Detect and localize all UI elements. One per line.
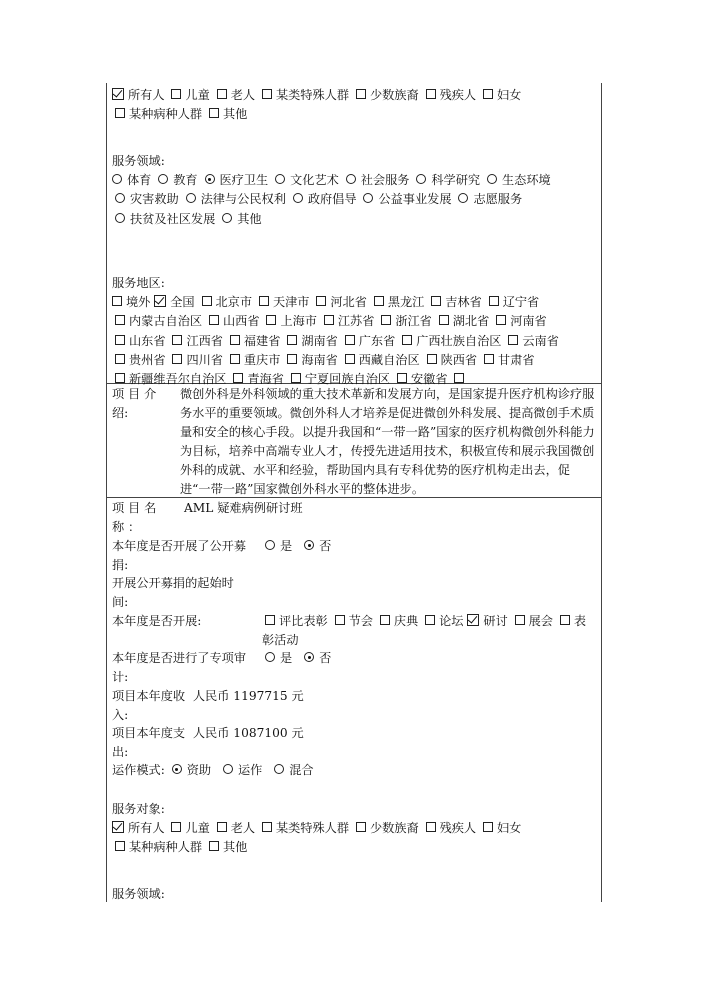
annual-income-label: 项目本年度收 人民币 1197715 元 入: — [112, 689, 304, 722]
radio-icon[interactable] — [346, 174, 356, 184]
checkbox-icon[interactable] — [508, 335, 518, 345]
radio-icon[interactable] — [158, 174, 168, 184]
checkbox-icon[interactable] — [291, 373, 301, 383]
checked-checkbox-icon[interactable] — [112, 88, 124, 100]
radio-icon[interactable] — [115, 213, 125, 223]
checkbox-icon[interactable] — [230, 354, 240, 364]
public-fundraising-options: 是 否 — [262, 537, 331, 556]
radio-icon[interactable] — [112, 174, 122, 184]
service-target-label: 服务对象: — [112, 802, 165, 816]
checkbox-icon[interactable] — [426, 822, 436, 832]
checked-checkbox-icon[interactable] — [112, 821, 124, 833]
radio-icon[interactable] — [275, 174, 285, 184]
project-service-target-block: 服务对象: 所有人 儿童 老人 某类特殊人群 少数族裔 残疾人 妇女 某种病种人群 其他 — [112, 800, 598, 858]
project-service-area-label: 服务领域: — [112, 887, 165, 901]
checkbox-icon[interactable] — [483, 822, 493, 832]
checkbox-icon[interactable] — [171, 89, 181, 99]
operation-mode-label: 运作模式: — [112, 763, 165, 777]
checkbox-icon[interactable] — [324, 315, 334, 325]
checkbox-icon[interactable] — [454, 373, 464, 383]
checkbox-icon[interactable] — [287, 335, 297, 345]
checkbox-icon[interactable] — [489, 296, 499, 306]
public-fundraising-label: 本年度是否开展了公开募 捐: — [112, 539, 247, 572]
radio-icon[interactable] — [416, 174, 426, 184]
checkbox-icon[interactable] — [560, 615, 570, 625]
radio-icon[interactable] — [186, 193, 196, 203]
checkbox-icon[interactable] — [439, 315, 449, 325]
radio-icon[interactable] — [222, 213, 232, 223]
checkbox-icon[interactable] — [374, 296, 384, 306]
annual-expense-value: 人民币 1087100 元 — [192, 726, 304, 740]
checkbox-icon[interactable] — [345, 335, 355, 345]
checkbox-icon[interactable] — [356, 89, 366, 99]
radio-icon[interactable] — [274, 764, 284, 774]
checkbox-icon[interactable] — [335, 615, 345, 625]
checkbox-icon[interactable] — [202, 296, 212, 306]
checkbox-icon[interactable] — [259, 296, 269, 306]
project-name-label: 项 目 名 称 ： — [112, 501, 157, 534]
checkbox-icon[interactable] — [515, 615, 525, 625]
service-target-options: 所有人 儿童 老人 某类特殊人群 少数族裔 残疾人 妇女 某种病种人群 其他 — [112, 86, 598, 124]
checkbox-icon[interactable] — [172, 354, 182, 364]
checkbox-icon[interactable] — [115, 354, 125, 364]
checkbox-option: 所有人 — [112, 88, 165, 102]
checkbox-icon[interactable] — [483, 89, 493, 99]
radio-icon[interactable] — [265, 540, 275, 550]
project-intro-label: 项 目 介 绍: — [112, 387, 157, 420]
radio-icon[interactable] — [115, 193, 125, 203]
operation-mode: 运作模式: 资助 运作 混合 — [112, 763, 314, 777]
checkbox-icon[interactable] — [115, 841, 125, 851]
checkbox-icon[interactable] — [217, 89, 227, 99]
radio-icon[interactable] — [293, 193, 303, 203]
checkbox-icon[interactable] — [397, 373, 407, 383]
fundraising-start-label: 开展公开募捐的起始时 间: — [112, 576, 234, 609]
checkbox-icon[interactable] — [425, 615, 435, 625]
project-name-value: AML 疑难病例研讨班 — [184, 501, 303, 515]
checkbox-icon[interactable] — [496, 315, 506, 325]
checkbox-icon[interactable] — [230, 335, 240, 345]
radio-selected-icon[interactable] — [304, 540, 314, 550]
radio-selected-icon[interactable] — [172, 764, 182, 774]
service-region-label: 服务地区: — [112, 276, 165, 290]
radio-icon[interactable] — [223, 764, 233, 774]
radio-selected-icon[interactable] — [205, 174, 215, 184]
checkbox-icon[interactable] — [262, 822, 272, 832]
checkbox-icon[interactable] — [217, 822, 227, 832]
checkbox-icon[interactable] — [356, 822, 366, 832]
checkbox-icon[interactable] — [316, 296, 326, 306]
checkbox-icon[interactable] — [115, 373, 125, 383]
special-audit-options: 是 否 — [262, 649, 331, 668]
radio-icon[interactable] — [458, 193, 468, 203]
checkbox-icon[interactable] — [209, 841, 219, 851]
checkbox-icon[interactable] — [115, 335, 125, 345]
checkbox-icon[interactable] — [209, 315, 219, 325]
project-intro-text: 微创外科是外科领域的重大技术革新和发展方向，是国家提升医疗机构诊疗服务水平的重要领域。微创外科人才培养是促进微创外科发展、提高微创手术质量和安全的核心手段。以提升我国和“一带一路”国家的医疗机构微创外科能力为目标，培养中高端专业人才，传授先进适用技术，积极宣传和展示我国微创外科的成就、水平和经验，帮助国内具有专科优势的医疗机构走出去，促进“一带一路”国家微创外科水平的整体进步。 — [180, 387, 595, 496]
activity-options: 评比表彰 节会 庆典 论坛 研讨 展会 表彰活动 — [262, 614, 587, 647]
annual-expense-label: 项目本年度支 人民币 1087100 元 出: — [112, 726, 304, 759]
checkbox-icon[interactable] — [431, 296, 441, 306]
checkbox-icon[interactable] — [115, 315, 125, 325]
checkbox-icon[interactable] — [287, 354, 297, 364]
checkbox-icon[interactable] — [426, 89, 436, 99]
radio-icon[interactable] — [265, 652, 275, 662]
checkbox-icon[interactable] — [266, 315, 276, 325]
service-area-label: 服务领域: — [112, 154, 165, 168]
checked-checkbox-icon[interactable] — [154, 295, 166, 307]
checkbox-icon[interactable] — [171, 822, 181, 832]
checkbox-icon[interactable] — [484, 354, 494, 364]
annual-income-value: 人民币 1197715 元 — [192, 689, 304, 703]
activity-label: 本年度是否开展: — [112, 614, 202, 628]
radio-selected-icon[interactable] — [304, 652, 314, 662]
checkbox-icon[interactable] — [427, 354, 437, 364]
checkbox-icon[interactable] — [233, 373, 243, 383]
checkbox-icon[interactable] — [380, 615, 390, 625]
service-region-block: 服务地区: 境外 全国 北京市 天津市 河北省 黑龙江 吉林省 辽宁省 内蒙古自治区 山西省 上海市 江苏省 浙江省 湖北省 河南省 山东省 江西省 福建省 湖南省 广东省 广西壮族自治区 云南省 贵州省 四川省 重庆市 海南省 西藏自治区 陕西省 甘肃省 新疆维吾尔自治区 青海省 宁夏回族自治区 安徽省 — [112, 274, 598, 389]
radio-icon[interactable] — [487, 174, 497, 184]
checkbox-icon[interactable] — [112, 296, 122, 306]
special-audit-label: 本年度是否进行了专项审 计: — [112, 651, 247, 684]
checkbox-icon[interactable] — [345, 354, 355, 364]
checkbox-icon[interactable] — [115, 108, 125, 118]
checkbox-icon[interactable] — [402, 335, 412, 345]
checkbox-icon[interactable] — [262, 89, 272, 99]
checkbox-icon[interactable] — [381, 315, 391, 325]
checkbox-icon[interactable] — [172, 335, 182, 345]
checked-checkbox-icon[interactable] — [467, 614, 479, 626]
service-area-block: 服务领域: 体育 教育 医疗卫生 文化艺术 社会服务 科学研究 生态环境 灾害救助 法律与公民权利 政府倡导 公益事业发展 志愿服务 扶贫及社区发展 其他 — [112, 152, 598, 229]
radio-icon[interactable] — [363, 193, 373, 203]
checkbox-icon[interactable] — [265, 615, 275, 625]
checkbox-icon[interactable] — [209, 108, 219, 118]
